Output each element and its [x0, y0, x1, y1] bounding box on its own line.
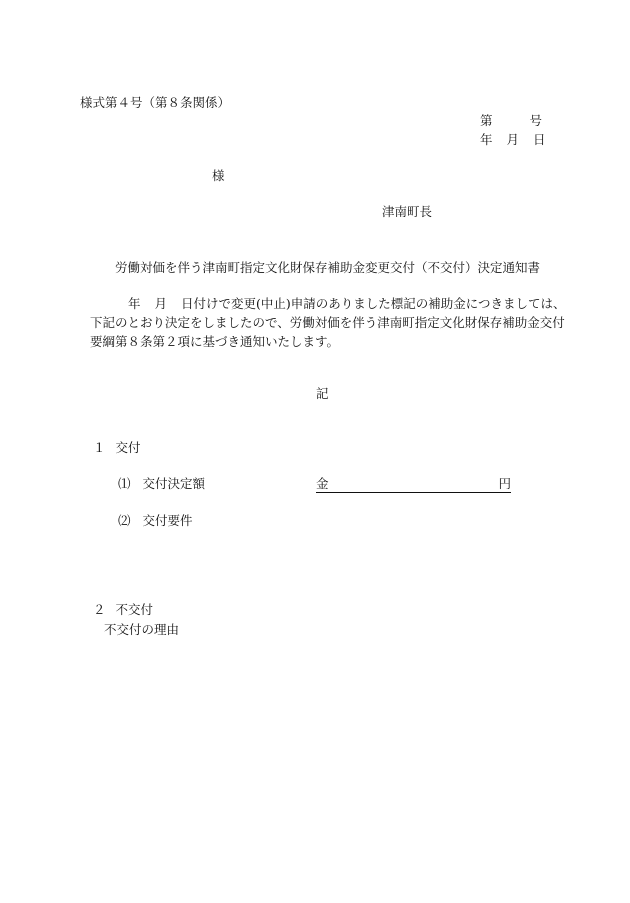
- item-1-label: 交付決定額: [142, 476, 206, 491]
- non-grant-reason-label: 不交付の理由: [104, 622, 180, 637]
- item-2-label: 交付要件: [142, 513, 193, 528]
- body-line-1: [90, 294, 566, 313]
- amount-underline: [316, 478, 511, 493]
- section-1-item-2: [118, 515, 193, 528]
- grant-amount-line: [316, 478, 511, 493]
- section-2-title: 不交付: [115, 602, 154, 617]
- item-2-number: ⑵: [118, 513, 131, 528]
- number-suffix: 号: [529, 113, 542, 128]
- body-line-2: 下記のとおり決定をしましたので、労働対価を伴う津南町指定文化財保存補助金交付: [90, 315, 565, 330]
- document-date: [480, 134, 546, 147]
- body-line-3: 要綱第８条第２項に基づき通知いたします。: [90, 334, 340, 349]
- section-2-number: ２: [93, 602, 106, 617]
- section-1-heading: [93, 442, 141, 455]
- body-year: 年: [128, 296, 141, 311]
- section-1-title: 交付: [115, 440, 141, 455]
- recipient-honorific: 様: [212, 168, 225, 183]
- date-day: 日: [533, 132, 546, 147]
- ki-marker: 記: [316, 386, 329, 401]
- form-label: 様式第４号（第８条関係）: [80, 95, 231, 110]
- number-prefix: 第: [480, 113, 493, 128]
- item-1-number: ⑴: [118, 476, 131, 491]
- amount-prefix: 金: [316, 476, 329, 491]
- amount-suffix: 円: [498, 476, 512, 491]
- section-1-item-1: [118, 478, 205, 491]
- issuer-name: 津南町長: [382, 204, 433, 219]
- date-month: 月: [506, 132, 520, 147]
- body-month: 月: [154, 296, 168, 311]
- section-1-number: １: [93, 440, 106, 455]
- date-year: 年: [480, 132, 493, 147]
- document-title: 労働対価を伴う津南町指定文化財保存補助金変更交付（不交付）決定通知書: [115, 260, 541, 275]
- body-text: [90, 294, 566, 351]
- section-2-heading: [93, 604, 153, 617]
- body-line-1-rest: 日付けで変更(中止)申請のありました標記の補助金につきましては、: [181, 296, 566, 311]
